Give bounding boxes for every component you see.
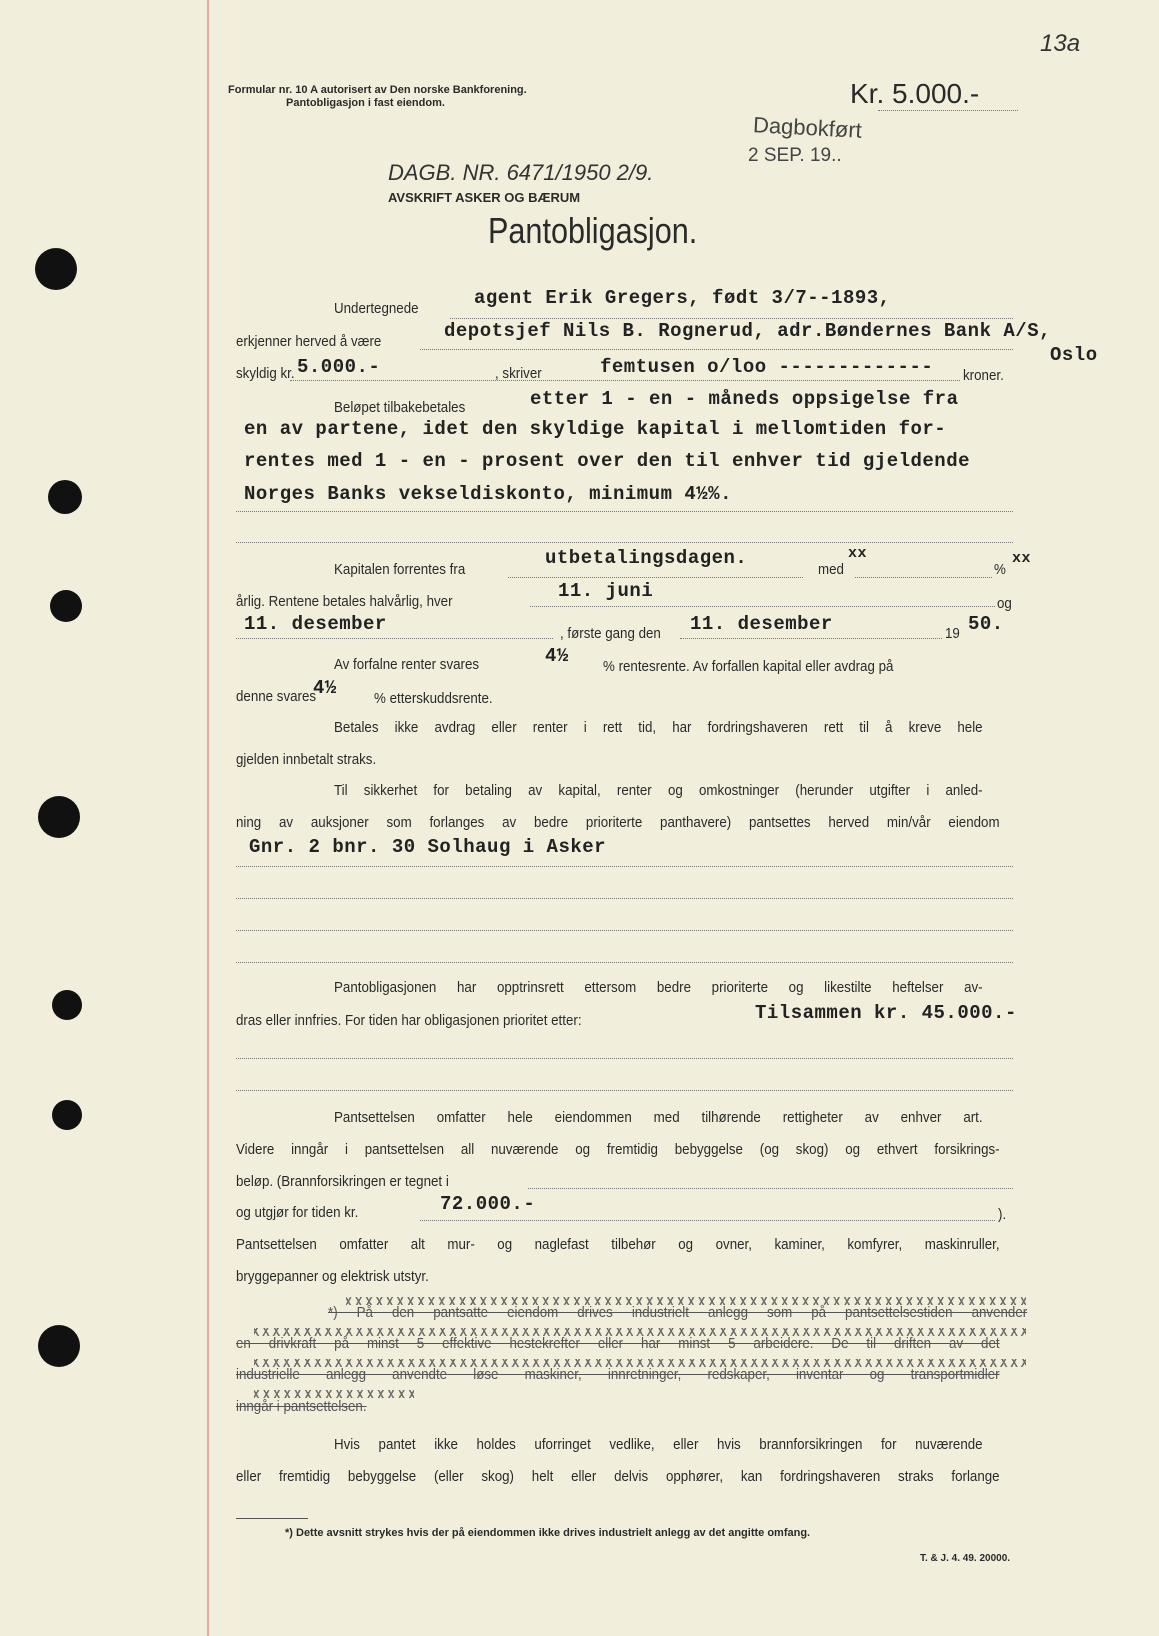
repayment-terms: rentes med 1 - en - prosent over den til enhver tid gjeldende <box>244 450 971 472</box>
label: denne svares <box>236 689 317 705</box>
label: % rentesrente. Av forfallen kapital eller avdrag på <box>603 659 894 675</box>
page-title: Pantobligasjon. <box>488 210 698 251</box>
page-note: 13a <box>1040 30 1081 57</box>
struck-text: en drivkraft på minst 5 effektive hestekrefter eller har minst 5 arbeidere. De til driften av det <box>236 1336 1000 1352</box>
text: Videre inngår i pantsettelsen all nuværende og fremtidig bebyggelse (og skog) og ethvert forsikrings- <box>236 1142 1000 1158</box>
label: og <box>997 596 1012 612</box>
printer-mark: T. & J. 4. 49. 20000. <box>920 1553 1011 1564</box>
text: Pantobligasjonen har opptrinsrett ettersom bedre prioriterte og likestilte heftelser av- <box>334 980 983 996</box>
stamp-dagbokfort: Dagbokført <box>752 112 863 143</box>
strikeout-pattern <box>254 1328 1026 1336</box>
label: , første gang den <box>560 626 661 642</box>
rate-value: 4½ <box>545 645 569 667</box>
strikeout-pattern <box>346 1297 1026 1305</box>
form-line-1: Formular nr. 10 A autorisert av Den norske Bankforening. <box>228 84 527 96</box>
text: Hvis pantet ikke holdes uforringet vedlike, eller hvis brannforsikringen for nuværende <box>334 1437 983 1453</box>
label: skyldig kr. <box>236 366 295 382</box>
label: Av forfalne renter svares <box>334 657 480 673</box>
year-value: 50. <box>968 613 1004 635</box>
strikeout-pattern <box>254 1359 1026 1367</box>
amount-value: 5.000.- <box>297 356 381 378</box>
label: årlig. Rentene betales halvårlig, hver <box>236 594 453 610</box>
strikeout-pattern <box>254 1390 414 1398</box>
label: 19 <box>945 626 960 642</box>
label: , skriver <box>495 366 542 382</box>
payment-date: 11. desember <box>244 613 387 635</box>
text: beløp. (Brannforsikringen er tegnet i <box>236 1174 449 1190</box>
text: Betales ikke avdrag eller renter i rett tid, har fordringshaveren rett til å kreve hele <box>334 720 983 736</box>
rate-value: xx <box>848 545 868 562</box>
insurance-value: 72.000.- <box>440 1193 536 1215</box>
punch-hole <box>38 1325 80 1367</box>
dagb-nr: DAGB. NR. 6471/1950 2/9. <box>388 160 654 185</box>
payment-date: 11. juni <box>558 580 654 602</box>
repayment-terms: Norges Banks vekseldiskonto, minimum 4½%. <box>244 483 732 505</box>
creditor-value: depotsjef Nils B. Rognerud, adr.Bøndernes Bank A/S, <box>444 320 1051 342</box>
repayment-terms: etter 1 - en - måneds oppsigelse fra <box>530 388 959 410</box>
footnote-rule <box>236 1518 308 1519</box>
stamp-date: 2 SEP. 19.. <box>748 145 842 166</box>
form-line-2: Pantobligasjon i fast eiendom. <box>286 97 445 109</box>
text: og utgjør for tiden kr. <box>236 1205 359 1221</box>
text: ). <box>998 1207 1007 1223</box>
punch-hole <box>50 590 82 622</box>
property-value: Gnr. 2 bnr. 30 Solhaug i Asker <box>249 836 607 858</box>
text: Til sikkerhet for betaling av kapital, renter og omkostninger (herunder utgifter i anled- <box>334 783 983 799</box>
punch-hole <box>52 1100 82 1130</box>
struck-text: *) På den pantsatte eiendom drives industrielt anlegg som på pantsettelsestiden anvender <box>328 1305 1028 1321</box>
punch-hole <box>48 480 82 514</box>
label: Beløpet tilbakebetales <box>334 400 466 416</box>
footnote: *) Dette avsnitt strykes hvis der på eiendommen ikke drives industrielt anlegg av det angitte omfang. <box>285 1527 811 1539</box>
first-payment-date: 11. desember <box>690 613 833 635</box>
amount: Kr. 5.000.- <box>850 78 980 109</box>
label: Undertegnede <box>334 301 419 317</box>
struck-text: industrielle anlegg anvendte løse maskiner, innretninger, redskaper, inventar og transportmidler <box>236 1367 1000 1383</box>
priority-value: Tilsammen kr. 45.000.- <box>755 1002 1017 1024</box>
struck-text: inngår i pantsettelsen. <box>236 1399 367 1415</box>
interest-start: utbetalingsdagen. <box>545 547 748 569</box>
label: erkjenner herved å være <box>236 334 382 350</box>
text: ning av auksjoner som forlanges av bedre prioriterte panthavere) pantsettes herved min/vår eiendom <box>236 815 1000 831</box>
label: % etterskuddsrente. <box>374 691 493 707</box>
punch-hole <box>52 990 82 1020</box>
punch-hole <box>38 796 80 838</box>
avskrift: AVSKRIFT ASKER OG BÆRUM <box>388 190 581 205</box>
text: eller fremtidig bebyggelse (eller skog) helt eller delvis opphører, kan fordringshaveren straks forlange <box>236 1469 1000 1485</box>
rate-value: xx <box>1012 550 1032 567</box>
text: gjelden innbetalt straks. <box>236 752 377 768</box>
text: Pantsettelsen omfatter alt mur- og naglefast tilbehør og ovner, kaminer, komfyrer, maskinruller, <box>236 1237 1000 1253</box>
text: Pantsettelsen omfatter hele eiendommen med tilhørende rettigheter av enhver art. <box>334 1110 983 1126</box>
text: dras eller innfries. For tiden har obligasjonen prioritet etter: <box>236 1013 582 1029</box>
creditor-city: Oslo <box>1050 344 1098 366</box>
punch-hole <box>35 248 77 290</box>
label: kroner. <box>963 368 1004 384</box>
margin-line <box>207 0 209 1636</box>
rate-value: 4½ <box>313 677 337 699</box>
label: % <box>994 562 1006 578</box>
label: Kapitalen forrentes fra <box>334 562 466 578</box>
repayment-terms: en av partene, idet den skyldige kapital i mellomtiden for- <box>244 418 947 440</box>
label: med <box>818 562 844 578</box>
text: bryggepanner og elektrisk utstyr. <box>236 1269 429 1285</box>
amount-words: femtusen o/loo ------------- <box>600 356 934 378</box>
debtor-value: agent Erik Gregers, født 3/7--1893, <box>474 287 891 309</box>
